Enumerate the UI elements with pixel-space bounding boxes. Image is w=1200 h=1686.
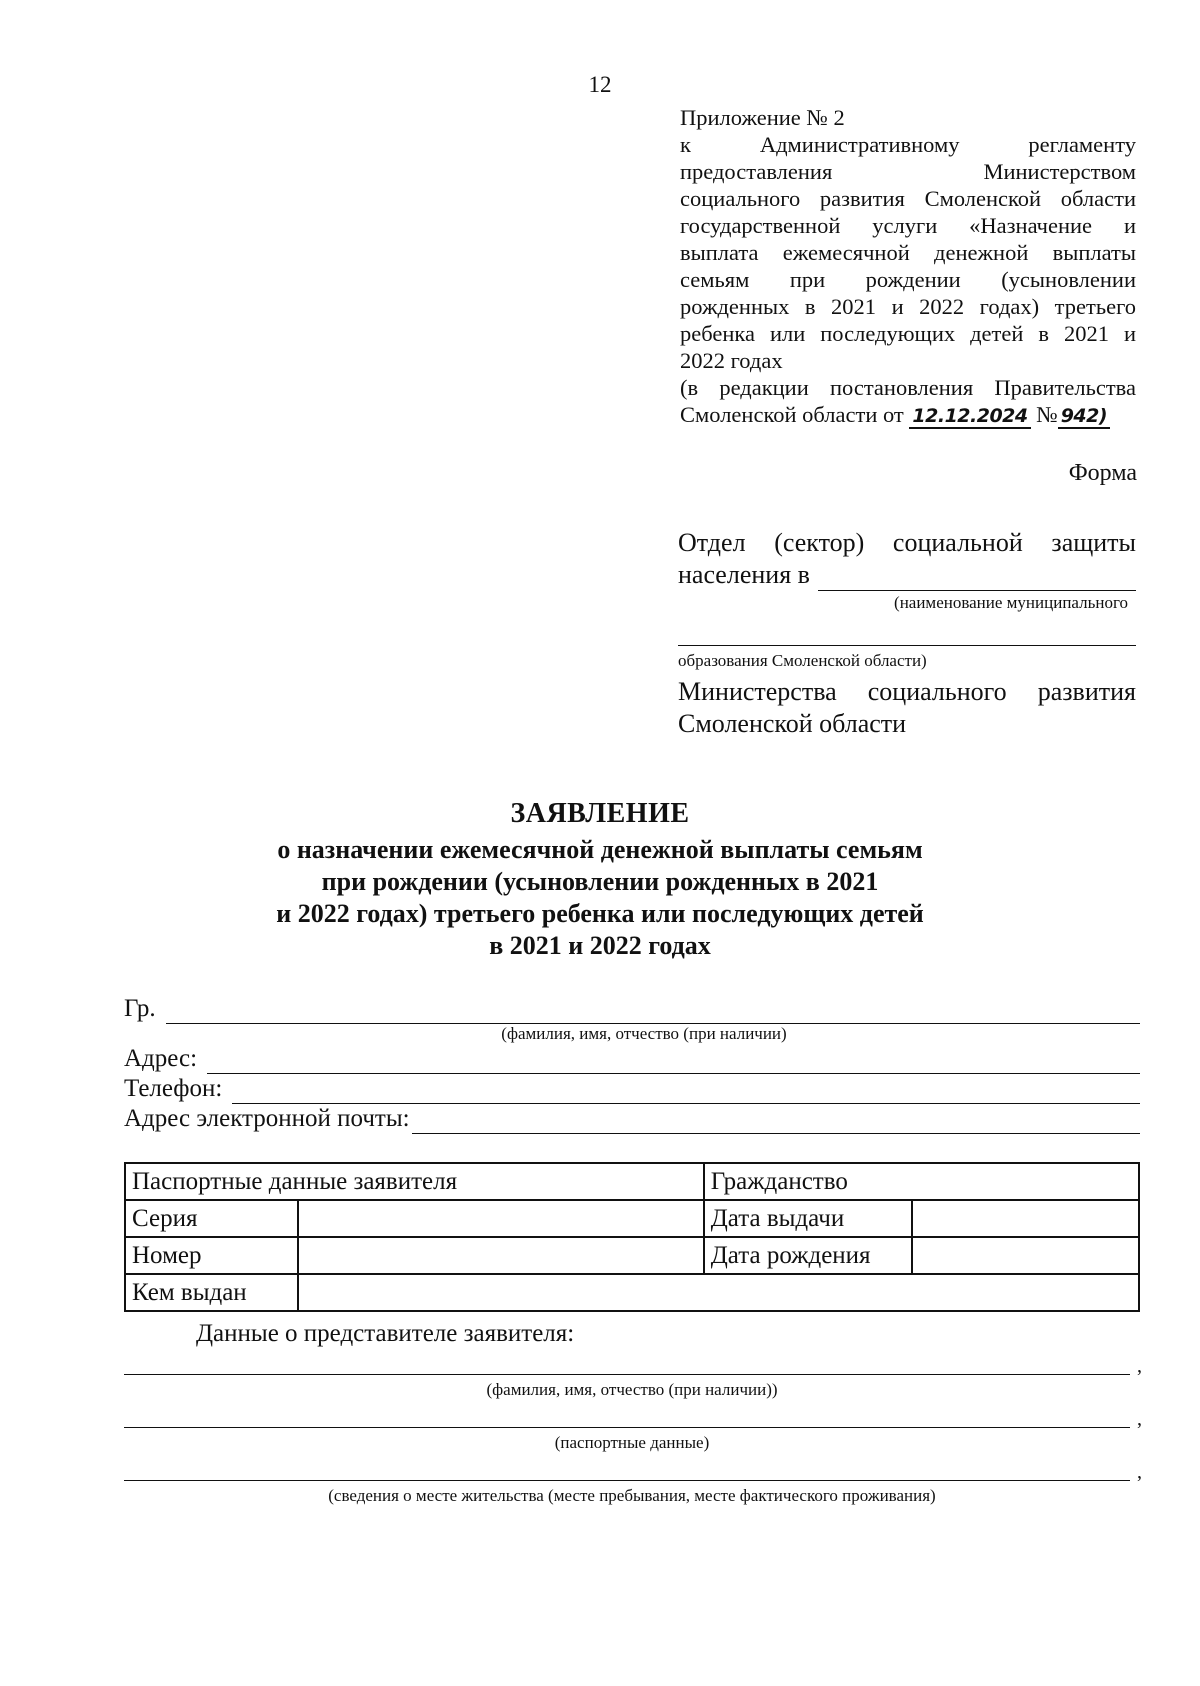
representative-name-line[interactable] <box>124 1348 1142 1377</box>
name-label: Гр. <box>124 995 156 1022</box>
representative-name-hint: (фамилия, имя, отчество (при наличии)) <box>486 1380 778 1399</box>
series-value[interactable] <box>298 1200 704 1237</box>
name-input-line[interactable] <box>166 1003 1140 1024</box>
phone-input-line[interactable] <box>232 1083 1140 1104</box>
table-row <box>125 1237 1139 1274</box>
citizenship-value[interactable] <box>912 1163 1139 1200</box>
issued-by-label: Кем выдан <box>125 1274 298 1311</box>
birth-date-label: Дата рождения <box>704 1237 912 1274</box>
address-input-line[interactable] <box>207 1053 1140 1074</box>
title-line: при рождении (усыновлении рожденных в 2021 <box>321 867 879 896</box>
passport-table <box>124 1162 1140 1312</box>
municipality-hint-2: образования Смоленской области) <box>678 651 927 670</box>
table-row <box>125 1163 1139 1200</box>
issue-date-value[interactable] <box>912 1200 1139 1237</box>
document-title <box>0 798 1200 962</box>
appendix-line: 2022 годах <box>680 348 783 373</box>
appendix-line-prefix: Смоленской области от <box>680 402 904 427</box>
issued-by-value[interactable] <box>298 1274 1139 1311</box>
appendix-line: (в редакции постановления Правительства <box>680 375 1136 400</box>
form-label: Форма <box>1068 460 1137 486</box>
name-hint: (фамилия, имя, отчество (при наличии) <box>501 1024 787 1043</box>
representative-passport-line[interactable] <box>124 1401 1142 1430</box>
appendix-line: к Административному регламенту <box>680 132 1136 157</box>
appendix-line: социального развития Смоленской области <box>680 186 1136 211</box>
comma: , <box>1137 1408 1142 1430</box>
title-line: в 2021 и 2022 годах <box>489 931 711 960</box>
handwritten-number: 942) <box>1058 405 1110 429</box>
title-line: и 2022 годах) третьего ребенка или последующих детей <box>276 899 924 928</box>
appendix-line: Приложение № 2 <box>680 105 845 130</box>
department-line: Отдел (сектор) социальной защиты <box>678 528 1136 557</box>
appendix-line: предоставления Министерством <box>680 159 1136 184</box>
email-field <box>124 1104 1140 1134</box>
birth-date-value[interactable] <box>912 1237 1139 1274</box>
address-field <box>124 1044 1140 1074</box>
representative-block <box>124 1320 1140 1507</box>
representative-residence-line[interactable] <box>124 1454 1142 1483</box>
appendix-block <box>680 104 1136 430</box>
number-value[interactable] <box>298 1237 704 1274</box>
appendix-line: выплата ежемесячной денежной выплаты <box>680 240 1136 265</box>
ministry-line: Министерства социального развития <box>678 677 1136 706</box>
department-prefix: населения в <box>678 560 810 589</box>
appendix-line: государственной услуги «Назначение и <box>680 213 1136 238</box>
comma: , <box>1137 1461 1142 1483</box>
appendix-line: семьям при рождении (усыновлении <box>680 267 1136 292</box>
email-input-line[interactable] <box>412 1113 1140 1134</box>
appendix-line: рожденных в 2021 и 2022 годах) третьего <box>680 294 1136 319</box>
representative-passport-hint: (паспортные данные) <box>554 1433 710 1452</box>
appendix-date-line <box>680 401 1136 430</box>
table-row <box>125 1200 1139 1237</box>
passport-header-cell: Паспортные данные заявителя <box>125 1163 704 1200</box>
department-block <box>678 527 1136 740</box>
issue-date-label: Дата выдачи <box>704 1200 912 1237</box>
representative-residence-hint: (сведения о месте жительства (месте пребывания, месте фактического проживания) <box>328 1486 936 1505</box>
phone-label: Телефон: <box>124 1075 223 1102</box>
email-label: Адрес электронной почты: <box>124 1105 410 1132</box>
page-number: 12 <box>588 72 612 97</box>
municipality-input-line[interactable] <box>818 568 1136 591</box>
municipality-input-line-2[interactable] <box>678 621 1136 646</box>
address-label: Адрес: <box>124 1045 198 1072</box>
ministry-line: Смоленской области <box>678 709 907 738</box>
series-label: Серия <box>125 1200 298 1237</box>
citizenship-label: Гражданство <box>704 1163 912 1200</box>
number-label: Номер <box>125 1237 298 1274</box>
department-field <box>678 559 1136 591</box>
handwritten-date: 12.12.2024 <box>909 405 1030 429</box>
title-line: о назначении ежемесячной денежной выплаты семьям <box>277 835 923 864</box>
municipality-hint: (наименование муниципального <box>894 593 1128 612</box>
title-main: ЗАЯВЛЕНИЕ <box>510 798 690 829</box>
comma: , <box>1137 1355 1142 1377</box>
table-row <box>125 1274 1139 1311</box>
name-field <box>124 994 1140 1024</box>
applicant-fields <box>124 994 1140 1134</box>
phone-field <box>124 1074 1140 1104</box>
number-sign: № <box>1036 402 1058 427</box>
representative-heading: Данные о представителе заявителя: <box>196 1320 575 1347</box>
appendix-line: ребенка или последующих детей в 2021 и <box>680 321 1136 346</box>
